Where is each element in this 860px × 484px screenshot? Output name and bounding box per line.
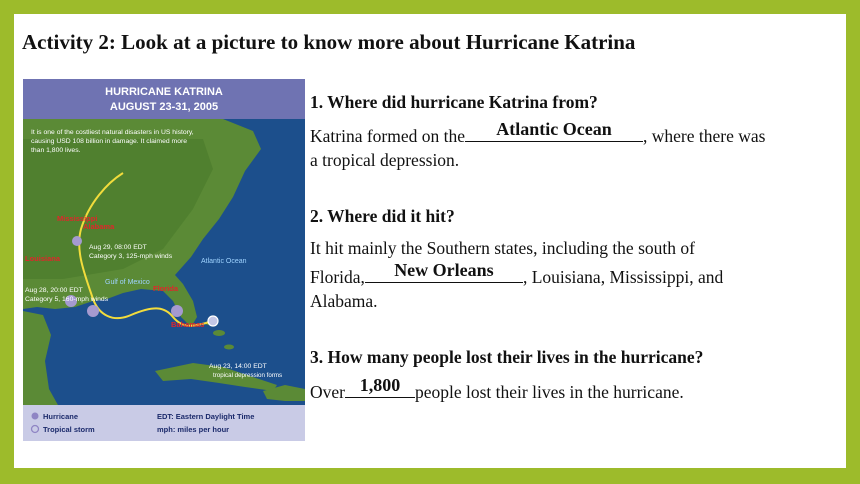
legend-edt: EDT: Eastern Daylight Time [157, 412, 255, 421]
answer-line-2a: It hit mainly the Southern states, including the south of [310, 238, 695, 258]
map-heading-1: HURRICANE KATRINA [105, 86, 223, 98]
hurricane-marker [171, 305, 183, 317]
q2-answer: New Orleans [394, 260, 494, 280]
map-island [224, 345, 234, 350]
label-atlantic: Atlantic Ocean [201, 258, 247, 265]
map-intro-3: than 1,800 lives. [31, 147, 81, 154]
map-header [23, 79, 305, 119]
q2-after: , Louisiana, Mississippi, and [522, 267, 724, 287]
answer-line-2b [310, 260, 840, 290]
q3-blank [345, 375, 415, 398]
event-aug23-2: tropical depression forms [213, 372, 283, 379]
slide [14, 14, 846, 468]
q1-before: Katrina formed on the [310, 126, 466, 146]
q2-before: Florida, [310, 267, 365, 287]
q3-after: people lost their lives in the hurricane. [414, 382, 684, 402]
answer-line-3 [310, 375, 840, 405]
hurricane-marker [72, 236, 82, 246]
q1-after: , where there was [643, 126, 766, 146]
q3-before: Over [310, 382, 345, 402]
label-bahamas: Bahamas [171, 320, 205, 329]
tropical-storm-marker [208, 316, 218, 326]
label-gulf: Gulf of Mexico [105, 279, 150, 286]
event-aug29-2: Category 3, 125-mph winds [89, 253, 173, 260]
hurricane-map [23, 79, 305, 441]
legend-mph: mph: miles per hour [157, 425, 230, 434]
map-heading-2: AUGUST 23-31, 2005 [109, 101, 219, 113]
event-aug28-1: Aug 28, 20:00 EDT [25, 287, 83, 294]
map-island [213, 330, 225, 336]
legend-tropical-storm: Tropical storm [43, 425, 95, 434]
question-2: 2. Where did it hit? [310, 206, 455, 226]
map-intro-2: causing USD 108 billion in damage. It claimed more [31, 138, 188, 145]
map-legend [23, 405, 305, 441]
answer-line-1b: a tropical depression. [310, 150, 460, 170]
event-aug29-1: Aug 29, 08:00 EDT [89, 244, 147, 251]
label-mississippi: Mississippi [57, 214, 98, 223]
label-alabama: Alabama [83, 222, 115, 231]
question-1: 1. Where did hurricane Katrina from? [310, 92, 598, 112]
hurricane-marker [87, 305, 99, 317]
answer-line-2c: Alabama. [310, 291, 378, 311]
q1-answer: Atlantic Ocean [496, 119, 612, 139]
event-aug28-2: Category 5, 160-mph winds [25, 296, 109, 303]
map-intro-1: It is one of the costliest natural disasters in US history, [31, 129, 194, 136]
q3-answer: 1,800 [359, 375, 401, 395]
q1-blank [465, 119, 643, 142]
slide-title: Activity 2: Look at a picture to know more about Hurricane Katrina [22, 30, 636, 54]
question-3: 3. How many people lost their lives in the hurricane? [310, 347, 704, 367]
legend-hurricane-icon [32, 413, 39, 420]
legend-hurricane: Hurricane [43, 412, 79, 421]
q2-blank [365, 260, 523, 283]
label-florida: Florida [153, 284, 179, 293]
label-louisiana: Louisiana [25, 254, 61, 263]
event-aug23-1: Aug 23, 14:00 EDT [209, 363, 267, 370]
answer-line-1 [310, 119, 840, 149]
